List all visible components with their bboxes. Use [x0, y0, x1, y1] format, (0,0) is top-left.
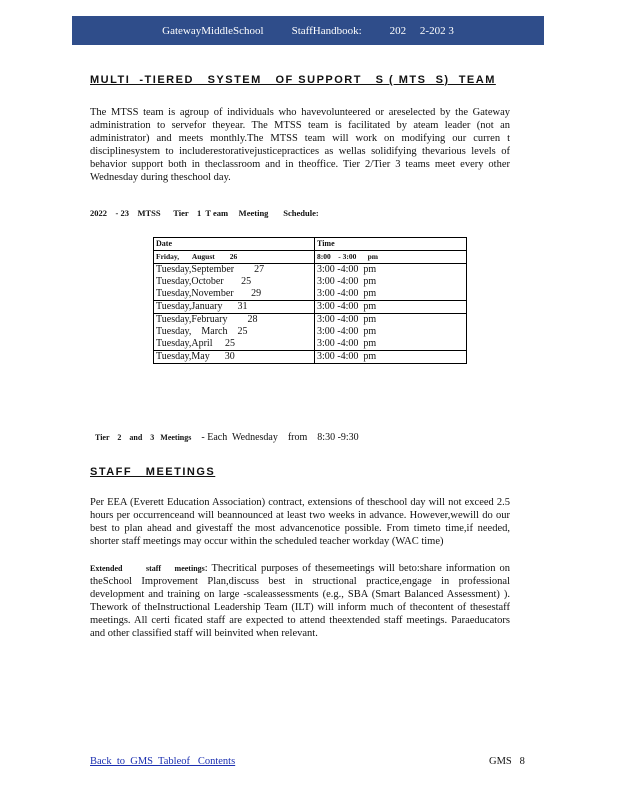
header-handbook-label: StaffHandbook:	[291, 24, 362, 37]
date-cell: Tuesday,February 28	[154, 314, 315, 327]
table-row	[154, 276, 467, 288]
staff-meetings-title: STAFF MEETINGS	[90, 466, 216, 478]
mtss-paragraph: The MTSS team is agroup of individuals who havevolunteered or areselected by the Gateway administration to servefor theyear. The MTSS team is facilitated by ateam leader (not an administrator) and meets monthly.The MTSS team will work on modifying our curren t disciplinesystem to includerestorativejusticepractices as wellas solidifying thevarious levels of behavior support both in theclassroom and in theoffice. Tier 2/Tier 3 teams meet every other Wednesday during theschool day.	[90, 107, 510, 183]
date-cell: Tuesday,January 31	[154, 301, 315, 314]
extended-meetings-paragraph	[90, 562, 510, 640]
time-column-header: Time	[315, 238, 467, 251]
mtss-section-title: MULTI -TIERED SYSTEM OF SUPPORT S ( MTS S) TEAM	[90, 74, 496, 86]
date-cell: Tuesday,May 30	[154, 351, 315, 364]
header-school-name: GatewayMiddleSchool	[162, 24, 264, 37]
date-cell: Tuesday,November 29	[154, 288, 315, 301]
date-cell: Tuesday,October 25	[154, 276, 315, 288]
time-cell: 3:00 -4:00 pm	[315, 351, 467, 364]
document-header-bar	[72, 16, 544, 45]
back-to-contents-link[interactable]: Back to GMS Tableof Contents	[90, 756, 236, 767]
date-cell: Friday, August 26	[154, 251, 315, 264]
staff-meetings-paragraph: Per EEA (Everett Education Association) contract, extensions of theschool day will not exceed 2.5 hours per occurrenceand will beannounced at least two weeks in advance. However,wewill do our best to plan ahead and givestaff the most advancenotice possible. From timeto time,if needed, shorter staff meetings may occur within the scheduled teacher workday (WAC time)	[90, 497, 510, 547]
table-row	[154, 338, 467, 351]
table-row	[154, 264, 467, 277]
extended-meetings-text: : Thecritical purposes of thesemeetings will beto:share information on theSchool Improvement Plan,discuss best in structional practice,engage in professional development and training on large -scaleassessments (e.g., SBA (Smart Balanced Assessment) ). Thework of theInstructional Leadership Team (ILT) will inform much of thecontent of thesestaff meetings. All certi ficated staff are expected to attend theextended staff meetings. Paraeducators and other classified staff will beinvited when relevant.	[90, 563, 510, 639]
time-cell: 3:00 -4:00 pm	[315, 288, 467, 301]
time-cell: 3:00 -4:00 pm	[315, 264, 467, 277]
time-cell: 3:00 -4:00 pm	[315, 276, 467, 288]
mtss-schedule-table	[153, 237, 467, 364]
page-number: GMS 8	[489, 756, 525, 767]
table-row	[154, 326, 467, 338]
table-row	[154, 314, 467, 327]
table-row	[154, 288, 467, 301]
table-row	[154, 301, 467, 314]
table-row	[154, 251, 467, 264]
page-content	[90, 74, 530, 218]
table-row	[154, 351, 467, 364]
table-header-row	[154, 238, 467, 251]
date-cell: Tuesday,April 25	[154, 338, 315, 351]
date-column-header: Date	[154, 238, 315, 251]
time-cell: 8:00 - 3:00 pm	[315, 251, 467, 264]
extended-meetings-label: Extended staff meetings	[90, 564, 205, 573]
time-cell: 3:00 -4:00 pm	[315, 314, 467, 327]
date-cell: Tuesday, March 25	[154, 326, 315, 338]
date-cell: Tuesday,September 27	[154, 264, 315, 277]
tier-meetings-text: - Each Wednesday from 8:30 -9:30	[201, 432, 359, 443]
header-year: 202 2-202 3	[389, 24, 454, 37]
time-cell: 3:00 -4:00 pm	[315, 338, 467, 351]
time-cell: 3:00 -4:00 pm	[315, 301, 467, 314]
tier-meetings-line	[90, 421, 359, 443]
mtss-schedule-title: 2022 - 23 MTSS Tier 1 T eam Meeting Schedule:	[90, 208, 319, 218]
tier-meetings-label: Tier 2 and 3 Meetings	[95, 433, 192, 442]
time-cell: 3:00 -4:00 pm	[315, 326, 467, 338]
staff-meetings-section	[90, 466, 510, 640]
